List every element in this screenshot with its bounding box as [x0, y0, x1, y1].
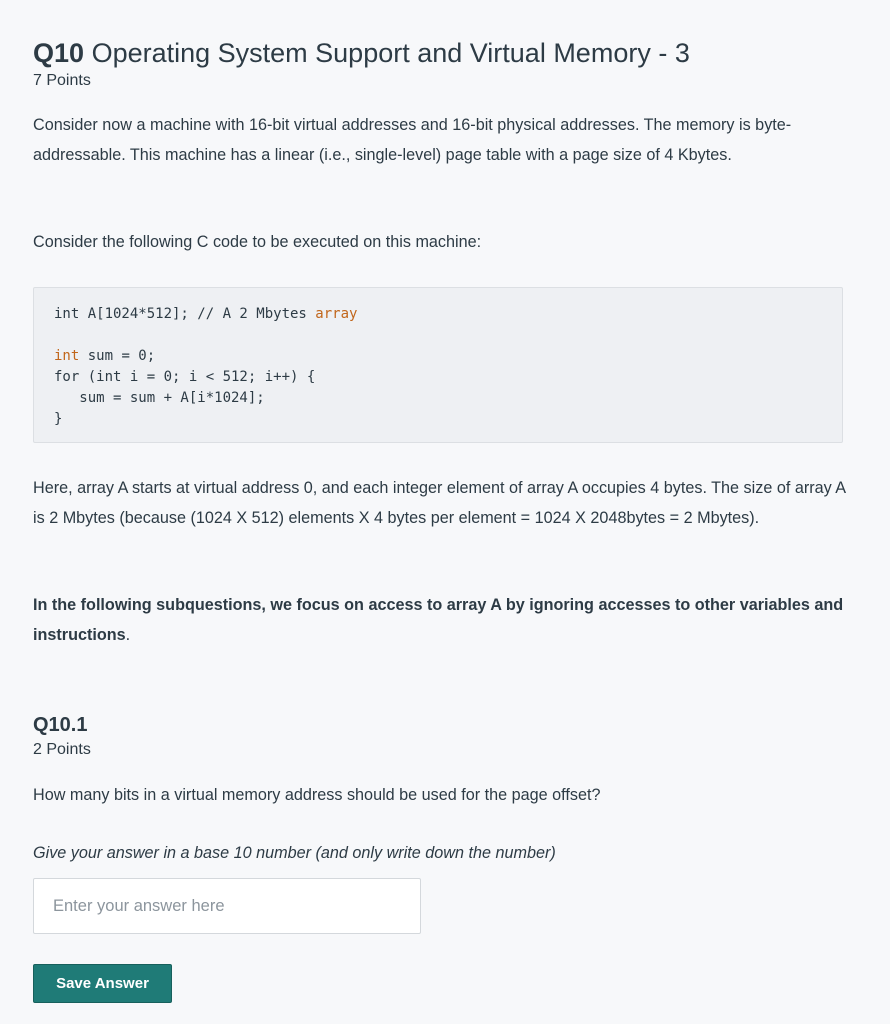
subquestion-text: How many bits in a virtual memory address should be used for the page offset? — [33, 786, 601, 804]
code-line-1: int A[1024*512]; // A 2 Mbytes array — [54, 306, 358, 322]
subquestion-points: 2 Points — [33, 741, 91, 758]
subquestion-instruction: Give your answer in a base 10 number (and only write down the number) — [33, 844, 556, 862]
code-line-4: sum = sum + A[i*1024]; — [54, 390, 265, 406]
question-title-text: Operating System Support and Virtual Memory - 3 — [91, 38, 690, 68]
question-points: 7 Points — [33, 72, 91, 89]
code-block — [33, 287, 843, 443]
question-paragraph-focus: In the following subquestions, we focus on access to array A by ignoring accesses to other variables and instructions. — [33, 596, 844, 644]
question-paragraph-machine: Consider now a machine with 16-bit virtual addresses and 16-bit physical addresses. The memory is byte-addressable. This machine has a linear (i.e., single-level) page table with a page size of 4 Kbytes. — [33, 116, 792, 164]
code-line-2: int sum = 0; — [54, 348, 156, 364]
subquestion-title: Q10.1 — [33, 714, 88, 736]
question-paragraph-array: Here, array A starts at virtual address 0, and each integer element of array A occupies 4 bytes. The size of array A is 2 Mbytes (because (1024 X 512) elements X 4 bytes per element = 1024 X 2048bytes = 2 Mbytes). — [33, 479, 846, 527]
code-line-5: } — [54, 411, 63, 427]
code-line-3: for (int i = 0; i < 512; i++) { — [54, 369, 316, 385]
question-number: Q10 — [33, 38, 85, 68]
question-paragraph-code-intro: Consider the following C code to be executed on this machine: — [33, 233, 482, 251]
question-title — [33, 36, 690, 70]
answer-input[interactable] — [33, 878, 421, 934]
save-answer-button[interactable]: Save Answer — [33, 964, 172, 1003]
